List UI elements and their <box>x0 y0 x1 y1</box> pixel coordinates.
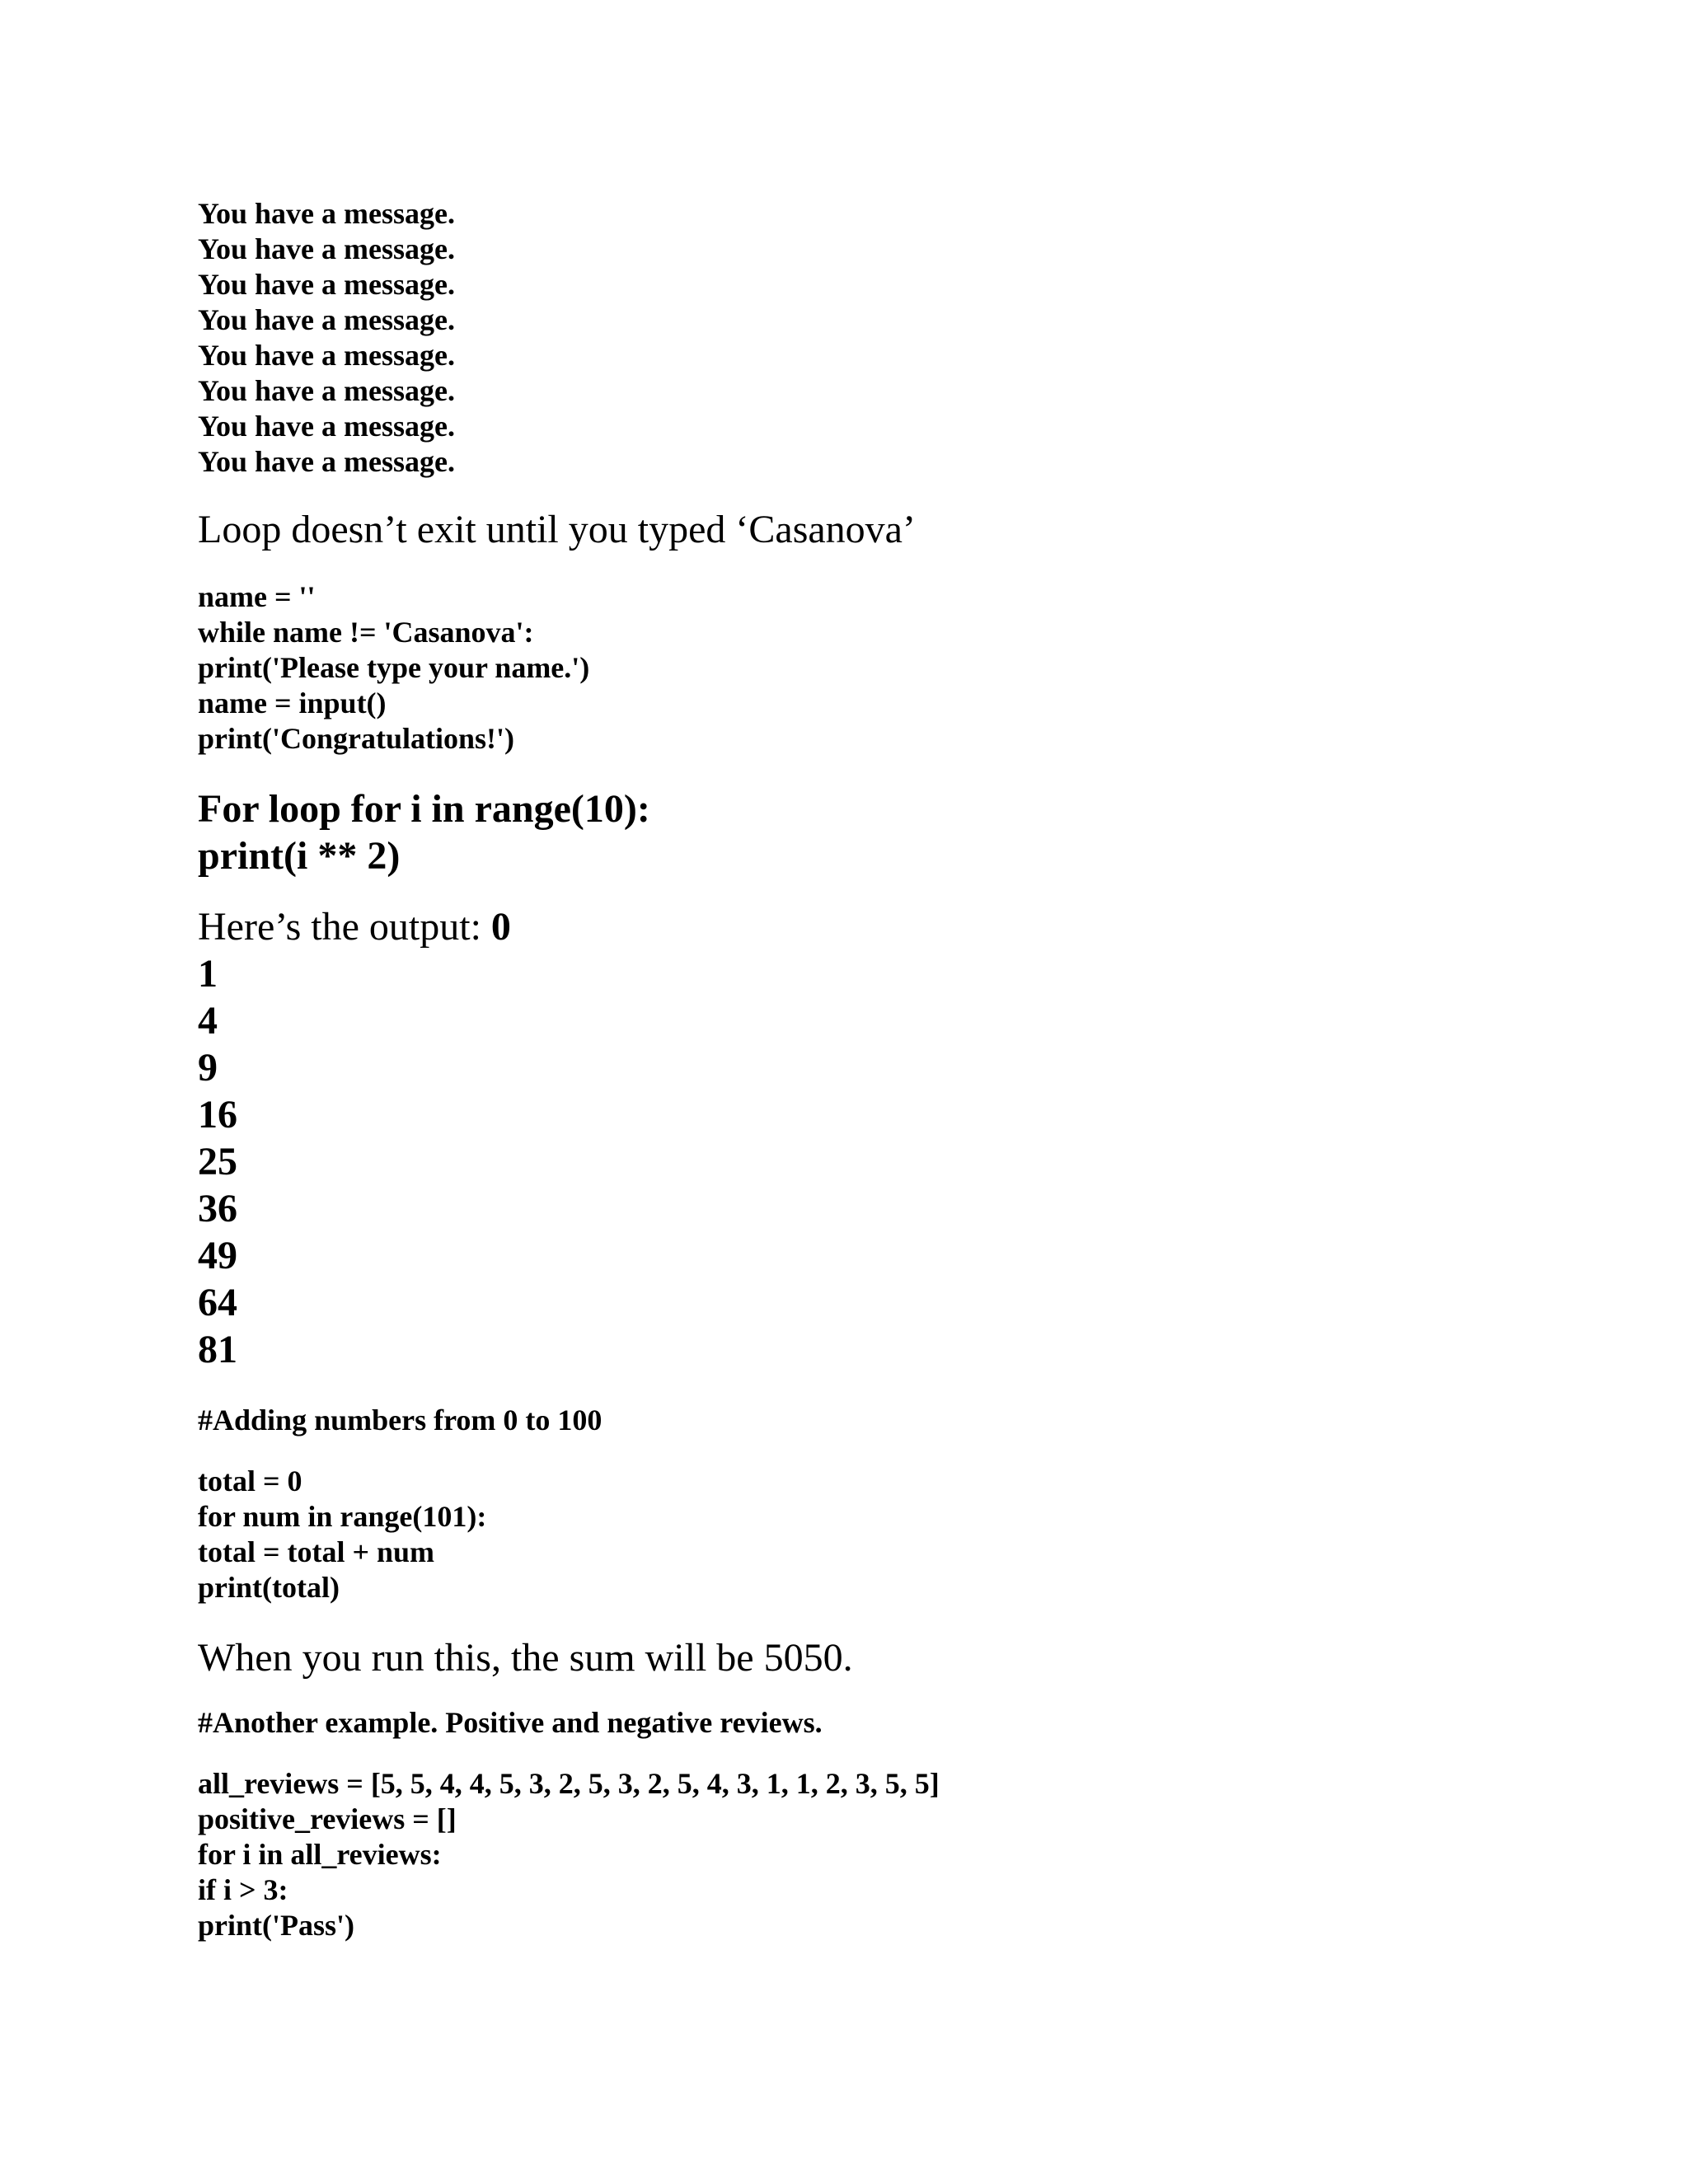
code-line: total = total + num <box>198 1535 435 1568</box>
code-line: if i > 3: <box>198 1873 288 1906</box>
message-line: You have a message. <box>198 232 455 265</box>
output-intro: Here’s the output: <box>198 905 491 949</box>
code-line: print(total) <box>198 1571 340 1604</box>
heading-line: For loop for i in range(10): <box>198 787 650 831</box>
output-value: 1 <box>198 952 218 996</box>
message-line: You have a message. <box>198 339 455 372</box>
heading-line: print(i ** 2) <box>198 834 401 878</box>
while-loop-code <box>198 579 589 757</box>
code-line: print('Please type your name.') <box>198 651 590 684</box>
code-line: while name != 'Casanova': <box>198 616 534 649</box>
code-line: name = '' <box>198 580 316 613</box>
adding-comment: #Adding numbers from 0 to 100 <box>198 1404 603 1436</box>
code-line: for i in all_reviews: <box>198 1838 442 1871</box>
code-line: name = input() <box>198 687 387 719</box>
output-value: 49 <box>198 1234 237 1277</box>
message-line: You have a message. <box>198 410 455 443</box>
message-list <box>198 196 455 480</box>
output-value: 64 <box>198 1281 237 1324</box>
sum-note: When you run this, the sum will be 5050. <box>198 1636 853 1680</box>
output-value: 9 <box>198 1046 218 1090</box>
message-line: You have a message. <box>198 197 455 230</box>
for-loop-heading <box>198 785 650 879</box>
output-value: 16 <box>198 1093 237 1137</box>
code-line: print('Pass') <box>198 1909 355 1942</box>
code-line: for num in range(101): <box>198 1500 487 1533</box>
adding-code <box>198 1464 486 1605</box>
code-line: total = 0 <box>198 1465 302 1497</box>
reviews-comment: #Another example. Positive and negative reviews. <box>198 1706 823 1739</box>
output-first-line <box>198 903 511 950</box>
code-line: all_reviews = [5, 5, 4, 4, 5, 3, 2, 5, 3, 2, 5, 4, 3, 1, 1, 2, 3, 5, 5] <box>198 1767 940 1800</box>
message-line: You have a message. <box>198 303 455 336</box>
output-value: 0 <box>490 905 511 949</box>
while-loop-heading: Loop doesn’t exit until you typed ‘Casanova’ <box>198 508 916 551</box>
code-line: print('Congratulations!') <box>198 722 515 755</box>
output-block <box>198 903 511 1373</box>
message-line: You have a message. <box>198 268 455 301</box>
code-line: positive_reviews = [] <box>198 1802 457 1835</box>
message-line: You have a message. <box>198 374 455 407</box>
output-value: 25 <box>198 1140 237 1183</box>
output-value: 81 <box>198 1328 237 1371</box>
output-value: 4 <box>198 999 218 1043</box>
output-value: 36 <box>198 1187 237 1230</box>
message-line: You have a message. <box>198 445 455 478</box>
reviews-code <box>198 1766 940 1943</box>
